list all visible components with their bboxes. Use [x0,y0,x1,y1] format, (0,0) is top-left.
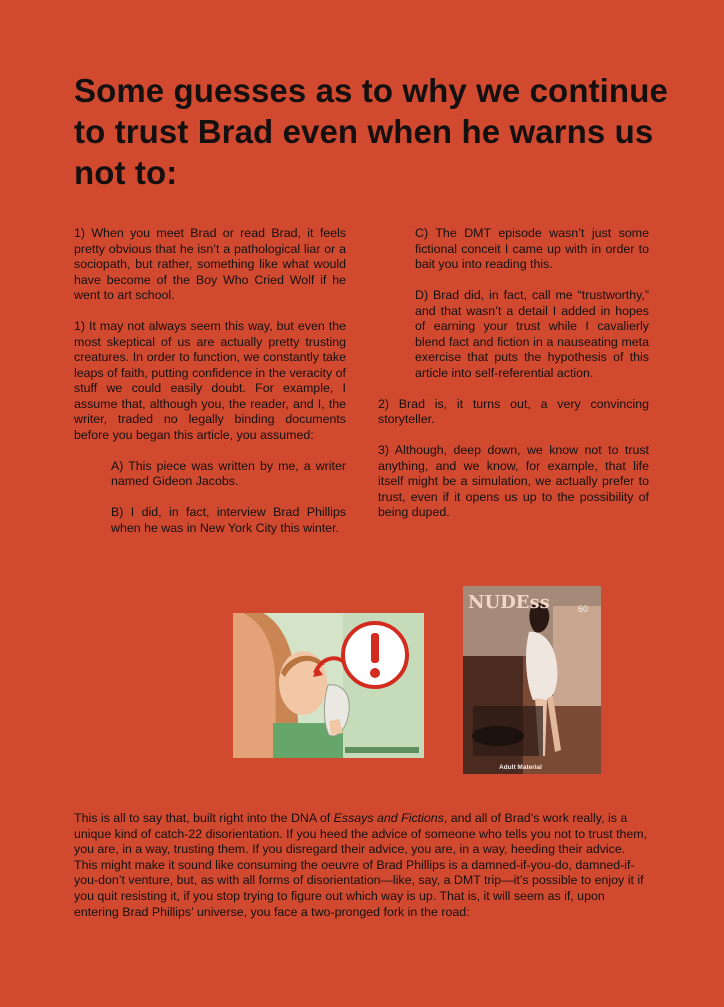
magazine-cover-image [463,586,601,774]
magazine-cover-caption: Adult Material [499,764,542,771]
paragraph: 1) When you meet Brad or read Brad, it feels pretty obvious that he isn’t a pathological liar or a sociopath, but rather, something like what would have become of the Boy Who Cried Wolf if he went to art school. [74,226,346,302]
book-title: Essays and Fictions [333,811,444,825]
mask-warning-illustration [233,613,424,758]
magazine-masthead: NUDEss [468,592,550,613]
list-item: B) I did, in fact, interview Brad Phillips when he was in New York City this winter. [111,505,346,535]
right-column [378,226,649,536]
list-item: D) Brad did, in fact, call me “trustworthy,” and that wasn’t a detail I added in hopes of earning your trust while I cavalierly blend fact and fiction in a nauseating meta exercise that puts the hypothesis of this article into self-referential action. [415,288,649,380]
paragraph: 2) Brad is, it turns out, a very convincing storyteller. [378,396,649,426]
magazine-cover-illustration [463,586,601,774]
magazine-issue-number: 60 [578,604,589,614]
illustration-mask-warning [233,613,424,758]
body-paragraph [74,811,650,920]
list-item: C) The DMT episode wasn’t just some fictional conceit I came up with in order to bait you into reading this. [415,226,649,271]
body-text-part: , and all of Brad’s work really, is a unique kind of catch-22 disorientation. If you heed the advice of someone who tells you not to trust them, you are, in a way, trusting them. If you disregard their advice, you are, in a way, heeding their advice. This might make it sound like consuming the oeuvre of Brad Phillips is a damned-if-you-do, damned-if-you-don’t venture, but, as with all forms of disorientation—like, say, a DMT trip—it’s possible to enjoy it if you quit resisting it, if you stop trying to figure out which way is up. That is, it will seem as if, upon entering Brad Phillips’ universe, you face a two-pronged fork in the road: [74,811,648,919]
body-text-part: This is all to say that, built right into the DNA of [74,811,334,825]
list-item: A) This piece was written by me, a writer named Gideon Jacobs. [111,458,346,488]
paragraph: 3) Although, deep down, we know not to trust anything, and we know, for example, that life itself might be a simulation, we actually prefer to trust, even if it opens us up to the possibility of being duped. [378,443,649,519]
left-column [74,226,346,552]
article-title: Some guesses as to why we continue to trust Brad even when he warns us not to: [74,72,668,191]
paragraph: 1) It may not always seem this way, but even the most skeptical of us are actually pretty trusting creatures. In order to function, we constantly take leaps of faith, putting confidence in the veracity of stuff we could easily doubt. For example, I assume that, although you, the reader, and I, the writer, traded no legally binding documents before you began this article, you assumed: [74,319,346,442]
